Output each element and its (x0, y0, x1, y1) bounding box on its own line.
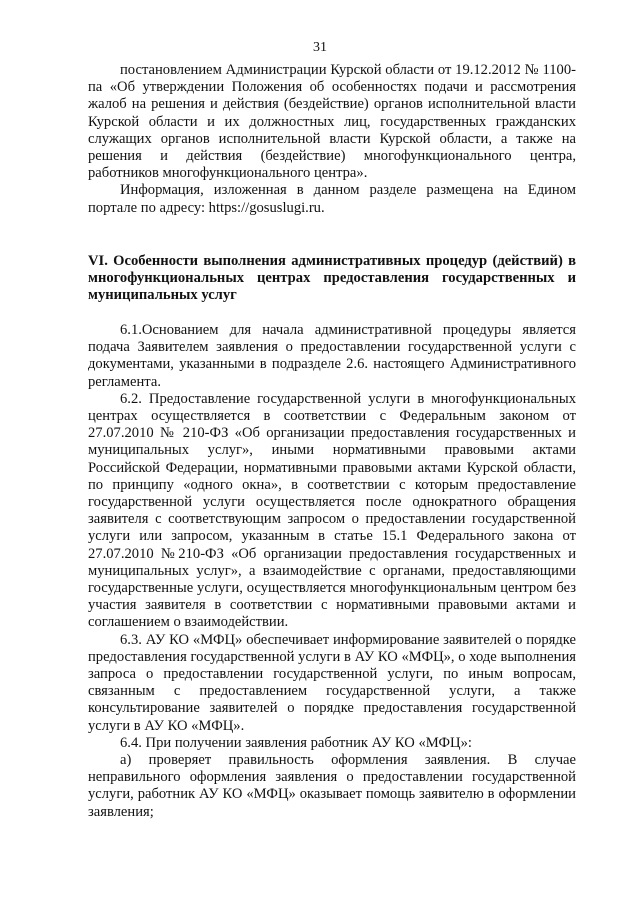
paragraph-6-2: 6.2. Предоставление государственной услуги в многофункциональных центрах осуществляется в соответствии с Федеральным законом от 27.07.2010 № 210-ФЗ «Об организации предоставления государственных и муниципальных услуг», иными нормативными правовыми актами Российской Федерации, нормативными правовыми актами Курской области, по принципу «одного окна», в соответствии с которым предоставление государственной услуги осуществляется после однократного обращения заявителя с соответствующим запросом о предоставлении государственной услуги или запросом, указанным в статье 15.1 Федерального закона от 27.07.2010 №210-ФЗ «Об организации предоставления государственных и муниципальных услуг», а взаимодействие с органами, предоставляющими государственные услуги, осуществляется многофункциональным центром без участия заявителя в соответствии с нормативными правовыми актами и соглашением о взаимодействии. (88, 390, 576, 631)
intro-paragraph-1: постановлением Администрации Курской области от 19.12.2012 № 1100-па «Об утверждении Положения об особенностях подачи и рассмотрения жалоб на решения и действия (бездействие) органов исполнительной власти Курской области и их должностных лиц, государственных гражданских служащих органов исполнительной власти Курской области, а также на решения и действия (бездействие) многофункционального центра, работников многофункционального центра». (88, 62, 576, 182)
intro-paragraph-2: Информация, изложенная в данном разделе размещена на Едином портале по адресу: https://gosuslugi.ru. (88, 182, 576, 216)
intro-block (88, 62, 576, 217)
page-number: 31 (313, 40, 327, 55)
paragraph-6-4: 6.4. При получении заявления работник АУ КО «МФЦ»: (120, 734, 472, 751)
section-heading: VI. Особенности выполнения административных процедур (действий) в многофункциональных центрах предоставления государственных и муниципальных услуг (88, 253, 576, 304)
paragraph-6-4-a: а) проверяет правильность оформления заявления. В случае неправильного оформления заявления о предоставлении государственной услуги, работник АУ КО «МФЦ» оказывает помощь заявителю в оформлении заявления; (88, 752, 576, 820)
paragraph-6-1: 6.1.Основанием для начала административной процедуры является подача Заявителем заявления о предоставлении государственной услуги с документами, указанными в подразделе 2.6. настоящего Административного регламента. (88, 322, 576, 390)
paragraph-6-3: 6.3. АУ КО «МФЦ» обеспечивает информирование заявителей о порядке предоставления государственной услуги в АУ КО «МФЦ», о ходе выполнения запроса о предоставлении государственной услуги, по иным вопросам, связанным с предоставлением государственной услуги, а также консультирование заявителей о порядке предоставления государственной услуги в АУ КО «МФЦ». (88, 631, 576, 734)
section-body (88, 322, 576, 821)
